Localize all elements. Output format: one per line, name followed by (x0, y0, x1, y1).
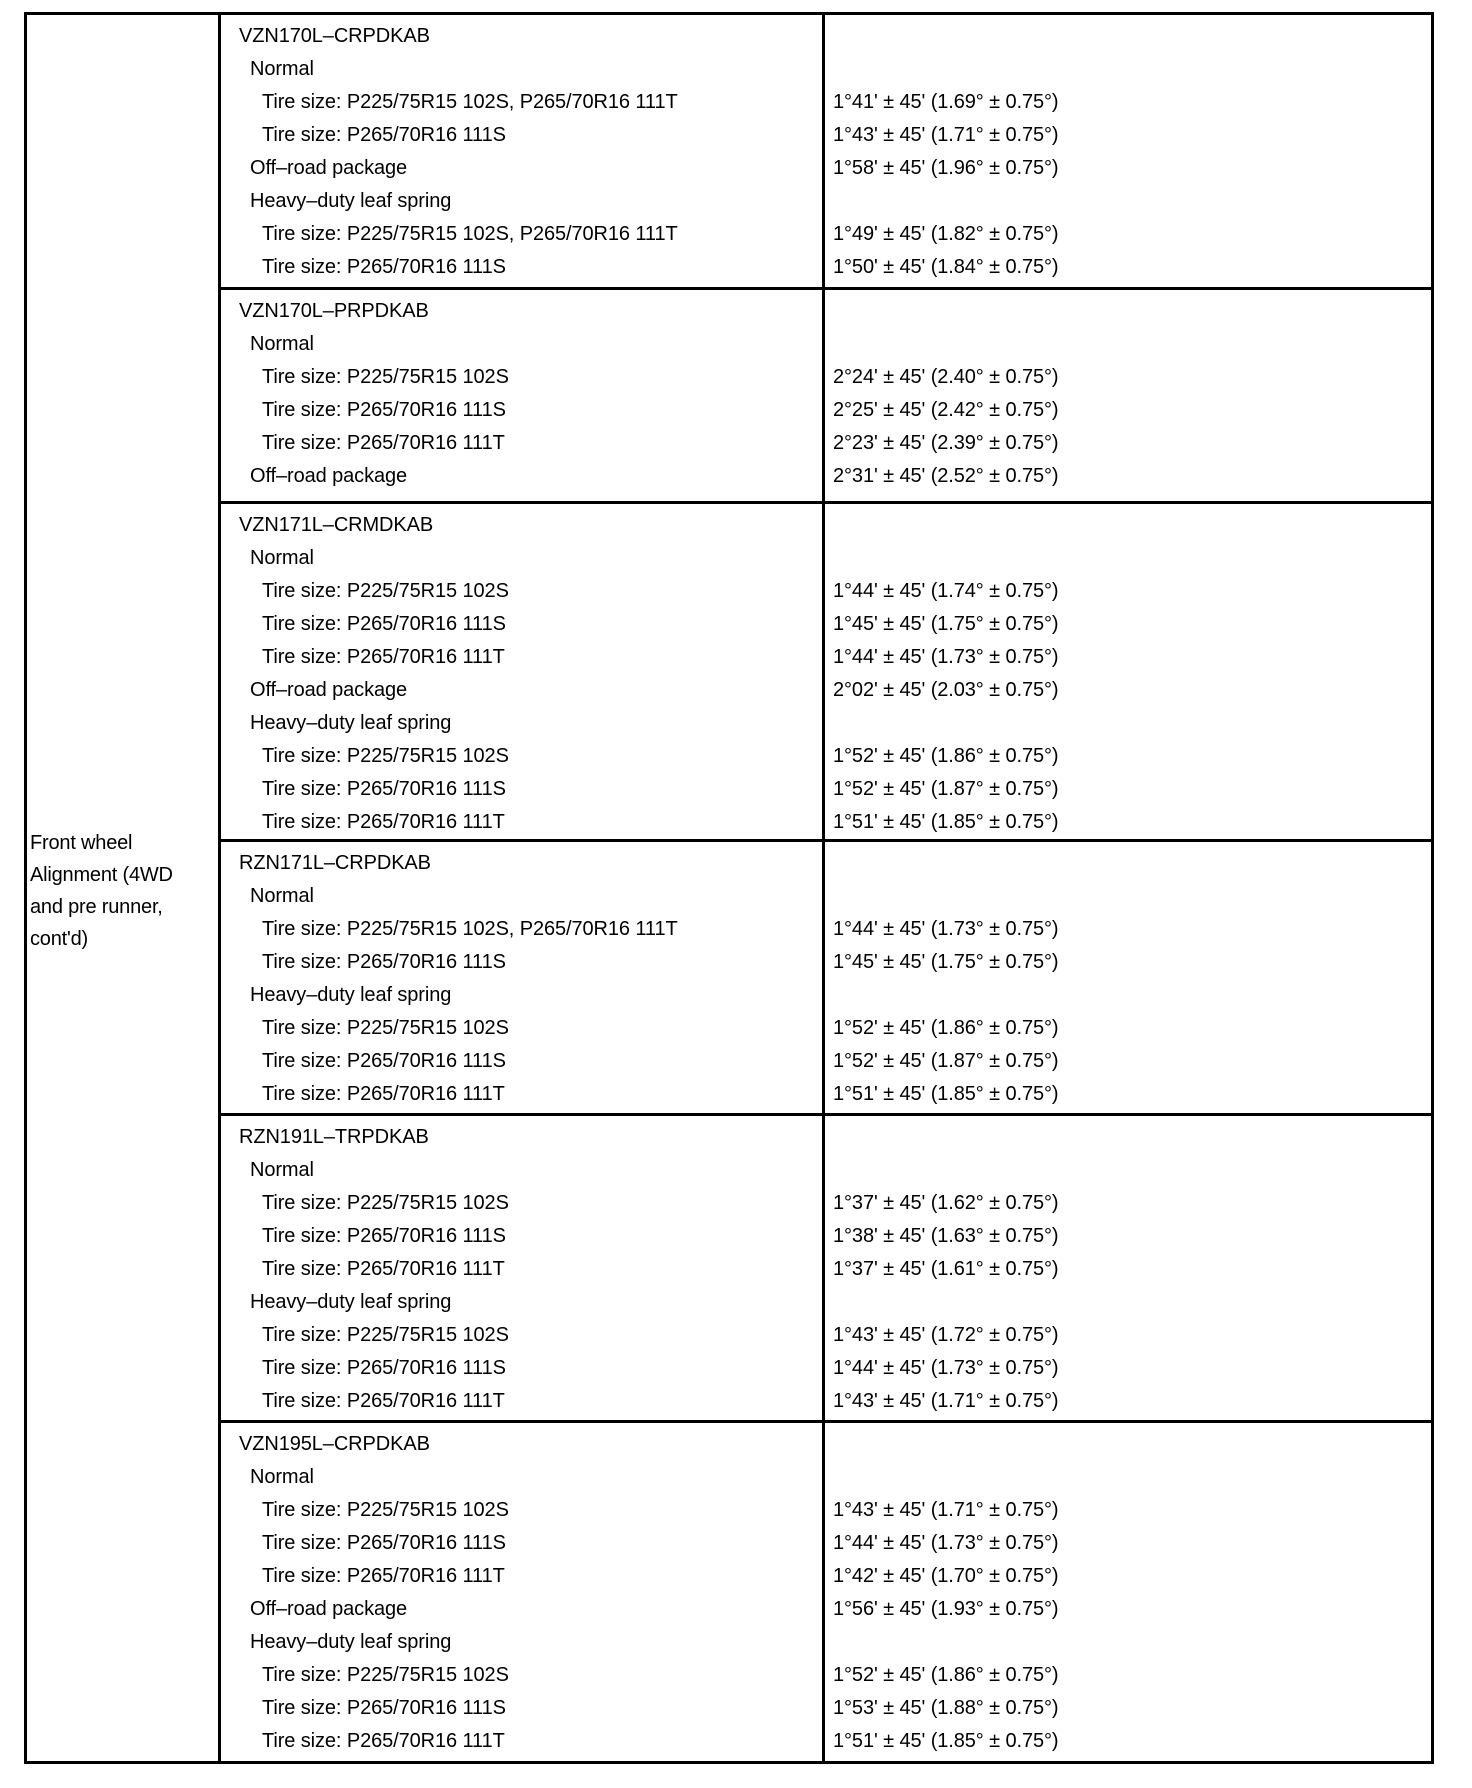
spec-row (221, 880, 1431, 913)
model-row (221, 847, 1431, 880)
condition-label: Normal (250, 58, 314, 80)
tire-size-label: Tire size: P225/75R15 102S, P265/70R16 111T (262, 91, 678, 113)
tire-size-label: Tire size: P265/70R16 111S (262, 124, 506, 146)
spec-row (221, 575, 1431, 608)
spec-row (221, 218, 1431, 251)
spec-row (221, 361, 1431, 394)
tire-size-label: Tire size: P225/75R15 102S (262, 1192, 509, 1214)
spec-row (221, 1253, 1431, 1286)
caster-value: 1°52' ± 45' (1.86° ± 0.75°) (833, 745, 1059, 767)
caster-value: 2°25' ± 45' (2.42° ± 0.75°) (833, 399, 1059, 421)
row-category-label (30, 827, 210, 955)
spec-row (221, 641, 1431, 674)
model-code: RZN191L–TRPDKAB (239, 1126, 429, 1148)
caster-value: 1°51' ± 45' (1.85° ± 0.75°) (833, 811, 1059, 833)
spec-row (221, 806, 1431, 839)
spec-row (221, 328, 1431, 361)
tire-size-label: Tire size: P265/70R16 111T (262, 1730, 505, 1752)
tire-size-label: Tire size: P225/75R15 102S (262, 1017, 509, 1039)
tire-size-label: Tire size: P265/70R16 111T (262, 1390, 505, 1412)
model-code: VZN171L–CRMDKAB (239, 514, 434, 536)
model-row (221, 509, 1431, 542)
tire-size-label: Tire size: P225/75R15 102S (262, 580, 509, 602)
condition-label: Heavy–duty leaf spring (250, 712, 452, 734)
spec-row (221, 427, 1431, 460)
tire-size-label: Tire size: P265/70R16 111T (262, 1083, 505, 1105)
spec-row (221, 1154, 1431, 1187)
model-section (221, 20, 1431, 284)
spec-row (221, 1560, 1431, 1593)
caster-value: 1°43' ± 45' (1.71° ± 0.75°) (833, 1390, 1059, 1412)
tire-size-label: Tire size: P265/70R16 111S (262, 256, 506, 278)
condition-label: Off–road package (250, 679, 408, 701)
spec-row (221, 1220, 1431, 1253)
tire-size-label: Tire size: P225/75R15 102S (262, 1324, 509, 1346)
model-row (221, 20, 1431, 53)
caster-value: 1°43' ± 45' (1.71° ± 0.75°) (833, 1499, 1059, 1521)
spec-row (221, 608, 1431, 641)
spec-row (221, 740, 1431, 773)
caster-value: 1°45' ± 45' (1.75° ± 0.75°) (833, 951, 1059, 973)
spec-row (221, 773, 1431, 806)
caster-value: 1°50' ± 45' (1.84° ± 0.75°) (833, 256, 1059, 278)
tire-size-label: Tire size: P265/70R16 111S (262, 951, 506, 973)
caster-value: 1°37' ± 45' (1.62° ± 0.75°) (833, 1192, 1059, 1214)
caster-value: 2°02' ± 45' (2.03° ± 0.75°) (833, 679, 1059, 701)
condition-label: Off–road package (250, 157, 408, 179)
tire-size-label: Tire size: P265/70R16 111T (262, 1258, 505, 1280)
spec-row (221, 1659, 1431, 1692)
spec-row (221, 86, 1431, 119)
caster-value: 1°44' ± 45' (1.73° ± 0.75°) (833, 1532, 1059, 1554)
tire-size-label: Tire size: P225/75R15 102S, P265/70R16 111T (262, 918, 678, 940)
spec-row (221, 1593, 1431, 1626)
condition-label: Normal (250, 1159, 314, 1181)
tire-size-label: Tire size: P225/75R15 102S (262, 366, 509, 388)
condition-label: Heavy–duty leaf spring (250, 1291, 452, 1313)
tire-size-label: Tire size: P265/70R16 111S (262, 1357, 506, 1379)
condition-label: Normal (250, 885, 314, 907)
spec-row (221, 1527, 1431, 1560)
tire-size-label: Tire size: P265/70R16 111T (262, 432, 505, 454)
model-code: RZN171L–CRPDKAB (239, 852, 431, 874)
caster-value: 1°43' ± 45' (1.71° ± 0.75°) (833, 124, 1059, 146)
spec-row (221, 460, 1431, 493)
model-row (221, 1428, 1431, 1461)
model-row (221, 1121, 1431, 1154)
spec-row (221, 1012, 1431, 1045)
model-section (221, 1428, 1431, 1758)
spec-row (221, 1494, 1431, 1527)
category-line: and pre runner, (30, 896, 163, 918)
spec-row (221, 1078, 1431, 1111)
spec-row (221, 542, 1431, 575)
tire-size-label: Tire size: P265/70R16 111S (262, 1225, 506, 1247)
caster-value: 2°24' ± 45' (2.40° ± 0.75°) (833, 366, 1059, 388)
caster-value: 1°56' ± 45' (1.93° ± 0.75°) (833, 1598, 1059, 1620)
caster-value: 1°52' ± 45' (1.86° ± 0.75°) (833, 1664, 1059, 1686)
condition-label: Heavy–duty leaf spring (250, 1631, 452, 1653)
caster-value: 1°58' ± 45' (1.96° ± 0.75°) (833, 157, 1059, 179)
spec-row (221, 979, 1431, 1012)
spec-row (221, 674, 1431, 707)
condition-label: Normal (250, 547, 314, 569)
caster-value: 1°44' ± 45' (1.73° ± 0.75°) (833, 918, 1059, 940)
caster-value: 1°51' ± 45' (1.85° ± 0.75°) (833, 1730, 1059, 1752)
condition-label: Off–road package (250, 465, 408, 487)
spec-row (221, 946, 1431, 979)
condition-label: Heavy–duty leaf spring (250, 190, 452, 212)
section-divider (218, 839, 1434, 842)
section-divider (218, 501, 1434, 504)
spec-row (221, 119, 1431, 152)
spec-row (221, 394, 1431, 427)
tire-size-label: Tire size: P265/70R16 111T (262, 811, 505, 833)
section-divider (218, 1420, 1434, 1423)
tire-size-label: Tire size: P265/70R16 111S (262, 613, 506, 635)
tire-size-label: Tire size: P265/70R16 111T (262, 1565, 505, 1587)
model-section (221, 509, 1431, 839)
tire-size-label: Tire size: P225/75R15 102S (262, 1664, 509, 1686)
spec-row (221, 1352, 1431, 1385)
caster-value: 1°52' ± 45' (1.87° ± 0.75°) (833, 1050, 1059, 1072)
caster-value: 1°37' ± 45' (1.61° ± 0.75°) (833, 1258, 1059, 1280)
caster-value: 1°52' ± 45' (1.86° ± 0.75°) (833, 1017, 1059, 1039)
model-code: VZN170L–CRPDKAB (239, 25, 430, 47)
category-line: Alignment (4WD (30, 864, 173, 886)
model-section (221, 847, 1431, 1111)
condition-label: Normal (250, 333, 314, 355)
model-section (221, 295, 1431, 493)
spec-row (221, 53, 1431, 86)
caster-value: 1°43' ± 45' (1.72° ± 0.75°) (833, 1324, 1059, 1346)
caster-value: 1°41' ± 45' (1.69° ± 0.75°) (833, 91, 1059, 113)
condition-label: Normal (250, 1466, 314, 1488)
condition-label: Heavy–duty leaf spring (250, 984, 452, 1006)
tire-size-label: Tire size: P265/70R16 111S (262, 1532, 506, 1554)
category-line: cont'd) (30, 928, 89, 950)
caster-value: 1°44' ± 45' (1.73° ± 0.75°) (833, 646, 1059, 668)
spec-row (221, 185, 1431, 218)
spec-row (221, 1286, 1431, 1319)
spec-row (221, 1692, 1431, 1725)
tire-size-label: Tire size: P265/70R16 111S (262, 399, 506, 421)
condition-label: Off–road package (250, 1598, 408, 1620)
model-section (221, 1121, 1431, 1418)
tire-size-label: Tire size: P225/75R15 102S, P265/70R16 111T (262, 223, 678, 245)
spec-row (221, 913, 1431, 946)
model-code: VZN195L–CRPDKAB (239, 1433, 430, 1455)
caster-value: 1°51' ± 45' (1.85° ± 0.75°) (833, 1083, 1059, 1105)
spec-row (221, 1045, 1431, 1078)
model-code: VZN170L–PRPDKAB (239, 300, 429, 322)
tire-size-label: Tire size: P265/70R16 111S (262, 1697, 506, 1719)
spec-row (221, 1187, 1431, 1220)
caster-value: 2°23' ± 45' (2.39° ± 0.75°) (833, 432, 1059, 454)
tire-size-label: Tire size: P265/70R16 111T (262, 646, 505, 668)
tire-size-label: Tire size: P265/70R16 111S (262, 1050, 506, 1072)
model-row (221, 295, 1431, 328)
caster-value: 1°42' ± 45' (1.70° ± 0.75°) (833, 1565, 1059, 1587)
spec-row (221, 1725, 1431, 1758)
caster-value: 1°53' ± 45' (1.88° ± 0.75°) (833, 1697, 1059, 1719)
spec-row (221, 1385, 1431, 1418)
section-divider (218, 1113, 1434, 1116)
category-line: Front wheel (30, 832, 133, 854)
caster-value: 1°52' ± 45' (1.87° ± 0.75°) (833, 778, 1059, 800)
caster-value: 1°49' ± 45' (1.82° ± 0.75°) (833, 223, 1059, 245)
caster-value: 1°45' ± 45' (1.75° ± 0.75°) (833, 613, 1059, 635)
tire-size-label: Tire size: P225/75R15 102S (262, 745, 509, 767)
spec-row (221, 1461, 1431, 1494)
spec-row (221, 1319, 1431, 1352)
tire-size-label: Tire size: P225/75R15 102S (262, 1499, 509, 1521)
section-divider (218, 287, 1434, 290)
caster-value: 2°31' ± 45' (2.52° ± 0.75°) (833, 465, 1059, 487)
caster-value: 1°44' ± 45' (1.73° ± 0.75°) (833, 1357, 1059, 1379)
spec-row (221, 707, 1431, 740)
spec-row (221, 251, 1431, 284)
spec-row (221, 152, 1431, 185)
caster-value: 1°44' ± 45' (1.74° ± 0.75°) (833, 580, 1059, 602)
tire-size-label: Tire size: P265/70R16 111S (262, 778, 506, 800)
caster-value: 1°38' ± 45' (1.63° ± 0.75°) (833, 1225, 1059, 1247)
spec-row (221, 1626, 1431, 1659)
